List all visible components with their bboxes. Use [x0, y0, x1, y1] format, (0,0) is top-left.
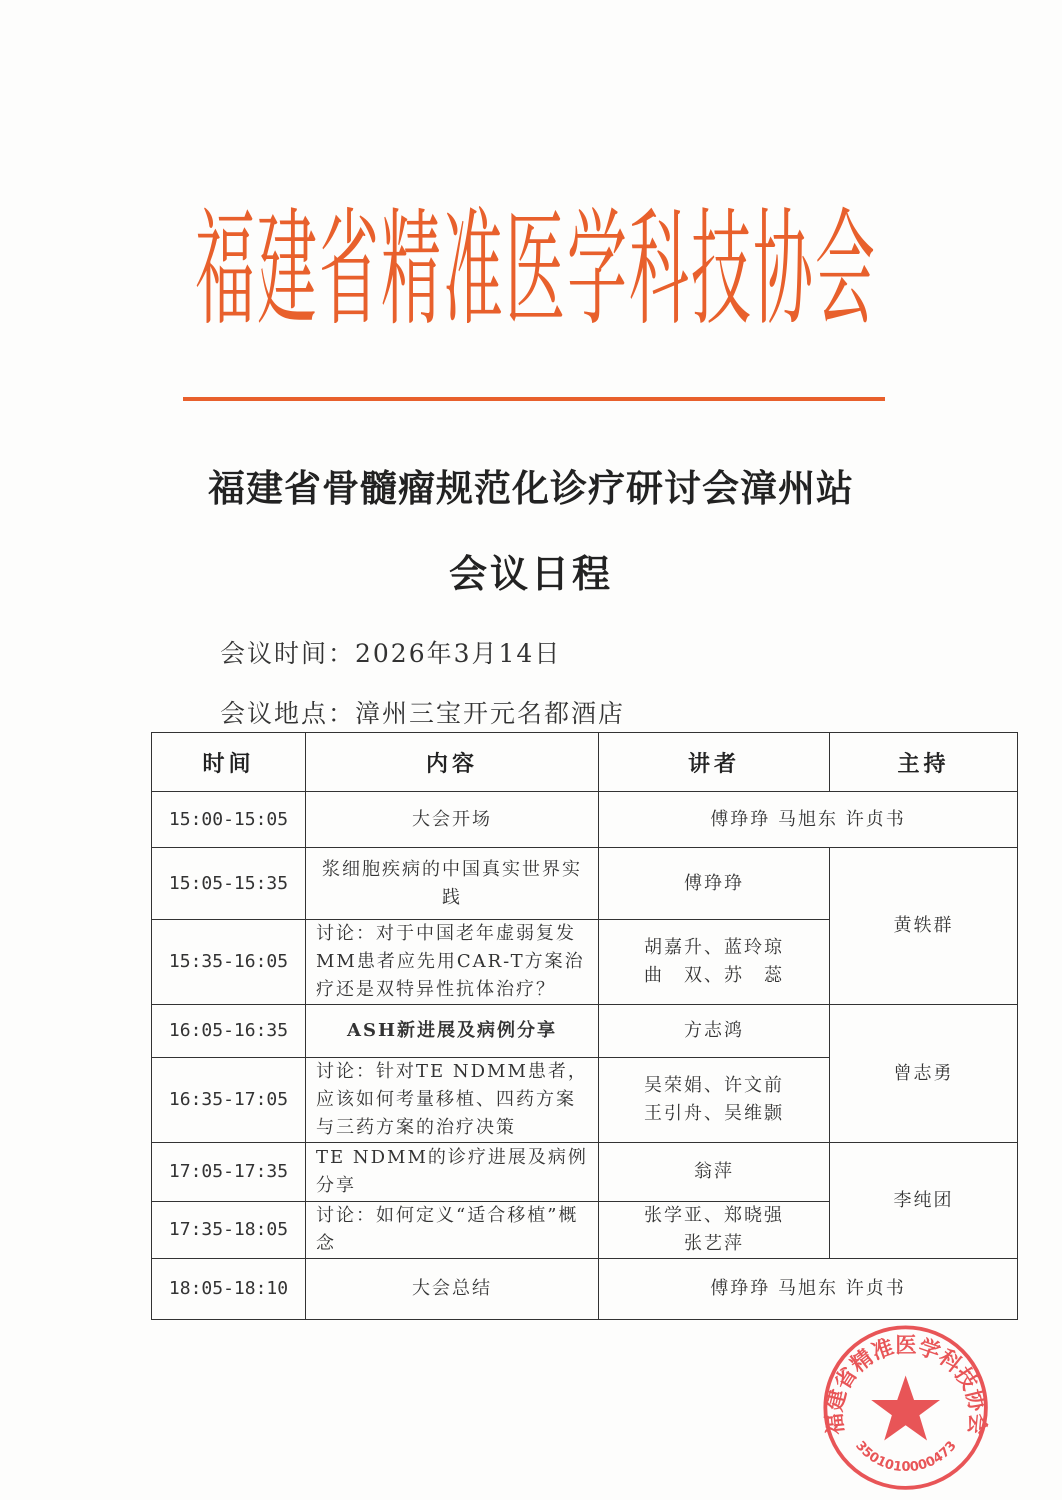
- agenda-table: [151, 732, 1018, 1320]
- speaker-cell: 傅琤琤 马旭东 许贞书: [599, 1259, 1018, 1320]
- table-header-row: [152, 733, 1018, 792]
- content-cell: 讨论：对于中国老年虚弱复发MM患者应先用CAR-T方案治疗还是双特异性抗体治疗？: [306, 920, 599, 1005]
- content-cell: ASH新进展及病例分享: [306, 1005, 599, 1058]
- time-cell: 15:00-15:05: [152, 792, 306, 848]
- time-cell: 16:35-17:05: [152, 1058, 306, 1143]
- meeting-venue: 会议地点：漳州三宝开元名都酒店: [220, 699, 626, 728]
- table-row: [152, 1143, 1018, 1202]
- host-cell: 黄轶群: [830, 848, 1018, 1005]
- table-row: [152, 848, 1018, 920]
- seal-text: 福建省精准医学科技协会: [822, 1333, 990, 1436]
- organization-title: 福建省精准医学科技协会: [195, 197, 877, 345]
- content-cell: 讨论：针对TE NDMM患者，应该如何考量移植、四药方案与三药方案的治疗决策: [306, 1058, 599, 1143]
- speaker-cell: 胡嘉升、蓝玲琼 曲 双、苏 蕊: [599, 920, 830, 1005]
- agenda-title: 会议日程: [448, 551, 613, 596]
- official-seal: [820, 1322, 992, 1494]
- document-subtitle: 福建省骨髓瘤规范化诊疗研讨会漳州站: [208, 466, 854, 510]
- speaker-cell: 傅琤琤 马旭东 许贞书: [599, 792, 1018, 848]
- table-row: [152, 792, 1018, 848]
- speaker-cell: 吴荣娟、许文前 王引舟、吴维颢: [599, 1058, 830, 1143]
- time-cell: 17:35-18:05: [152, 1202, 306, 1259]
- speaker-cell: 张学亚、郑晓强 张艺萍: [599, 1202, 830, 1259]
- time-cell: 15:35-16:05: [152, 920, 306, 1005]
- seal-code: 3501010000473: [852, 1438, 960, 1476]
- time-cell: 17:05-17:35: [152, 1143, 306, 1202]
- time-cell: 16:05-16:35: [152, 1005, 306, 1058]
- header-speaker: 讲者: [599, 733, 830, 792]
- speaker-cell: 方志鸿: [599, 1005, 830, 1058]
- red-divider: [183, 397, 885, 401]
- speaker-cell: 傅琤琤: [599, 848, 830, 920]
- content-cell: 大会总结: [306, 1259, 599, 1320]
- meeting-date: 会议时间：2026年3月14日: [220, 639, 562, 668]
- header-content: 内容: [306, 733, 599, 792]
- star-icon: [871, 1376, 940, 1441]
- content-cell: 讨论：如何定义“适合移植”概念: [306, 1202, 599, 1259]
- host-cell: 李纯团: [830, 1143, 1018, 1259]
- host-cell: 曾志勇: [830, 1005, 1018, 1143]
- content-cell: 浆细胞疾病的中国真实世界实践: [306, 848, 599, 920]
- header-time: 时间: [152, 733, 306, 792]
- table-row: [152, 1005, 1018, 1058]
- content-cell: 大会开场: [306, 792, 599, 848]
- table-row: [152, 1259, 1018, 1320]
- speaker-cell: 翁萍: [599, 1143, 830, 1202]
- content-cell: TE NDMM的诊疗进展及病例分享: [306, 1143, 599, 1202]
- time-cell: 15:05-15:35: [152, 848, 306, 920]
- header-host: 主持: [830, 733, 1018, 792]
- time-cell: 18:05-18:10: [152, 1259, 306, 1320]
